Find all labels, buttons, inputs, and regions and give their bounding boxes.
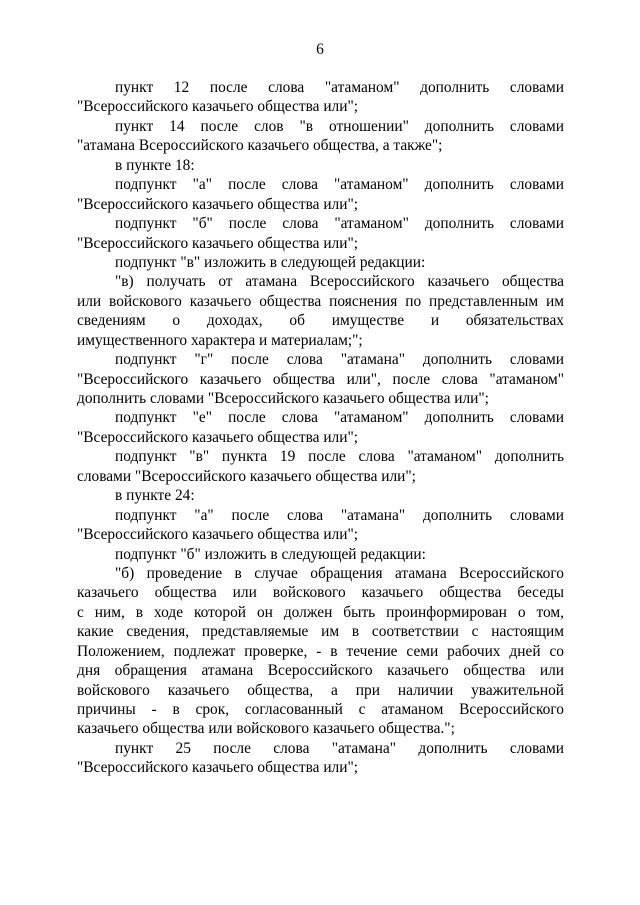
text-line: причины - в срок, согласованный с атаманом Всероссийского <box>77 701 564 718</box>
text-line: пункт 25 после слова "атамана" дополнить словами <box>115 739 564 757</box>
text-line: в пункте 18: <box>115 156 195 174</box>
text-line: дня обращения атамана Всероссийского казачьего общества или <box>77 662 564 680</box>
text-line: дополнить словами "Всероссийского казачьего общества или"; <box>77 390 489 407</box>
text-line: "Всероссийского казачьего общества или"; <box>77 526 359 544</box>
text-line: подпункт "а" после слова "атамана" дополнить словами <box>115 506 564 524</box>
text-line: или войскового казачьего общества пояснения по представленным им <box>77 292 564 310</box>
text-line: подпункт "в" изложить в следующей редакции: <box>115 253 426 271</box>
text-line: "Всероссийского казачьего общества или"; <box>77 234 359 252</box>
text-line: пункт 12 после слова "атаманом" дополнить словами <box>115 79 564 96</box>
text-line: "атамана Всероссийского казачьего общества, а также"; <box>77 137 443 155</box>
text-line: пункт 14 после слов "в отношении" дополнить словами <box>115 117 564 135</box>
text-line: "Всероссийского казачьего общества или"; <box>77 428 359 446</box>
text-line: словами "Всероссийского казачьего общества или"; <box>77 467 416 485</box>
text-line: с ним, в ходе которой он должен быть проинформирован о том, <box>77 603 564 621</box>
text-line: подпункт "б" изложить в следующей редакции: <box>115 545 426 563</box>
text-line: имущественного характера и материалам;"; <box>77 331 363 349</box>
text-line: "Всероссийского казачьего общества или", после слова "атаманом" <box>77 370 564 388</box>
text-line: подпункт "е" после слова "атаманом" дополнить словами <box>115 409 564 427</box>
text-line: подпункт "г" после слова "атамана" дополнить словами <box>115 351 564 369</box>
text-line: Положением, подлежат проверке, - в течение семи рабочих дней со <box>77 642 564 660</box>
text-line: казачьего общества или войскового казачьего общества."; <box>77 720 455 738</box>
text-line: подпункт "а" после слова "атаманом" дополнить словами <box>115 176 564 194</box>
text-line: "Всероссийского казачьего общества или"; <box>77 759 359 777</box>
text-line: какие сведения, представляемые им в соответствии с настоящим <box>77 623 564 641</box>
text-line: войскового казачьего общества, а при наличии уважительной <box>77 681 564 699</box>
text-line: подпункт "б" после слова "атаманом" дополнить словами <box>115 215 564 233</box>
page-number: 6 <box>316 41 324 58</box>
text-line: "в) получать от атамана Всероссийского казачьего общества <box>115 273 564 291</box>
text-line: в пункте 24: <box>115 487 195 505</box>
text-line: "Всероссийского казачьего общества или"; <box>77 195 359 213</box>
text-line: "б) проведение в случае обращения атамана Всероссийского <box>115 564 564 582</box>
text-line: подпункт "в" пункта 19 после слова "атаманом" дополнить <box>115 448 564 466</box>
document-body <box>77 78 564 778</box>
text-line: казачьего общества или войскового казачьего общества беседы <box>77 584 564 602</box>
text-line: сведениям о доходах, об имуществе и обязательствах <box>77 312 564 330</box>
text-line: "Всероссийского казачьего общества или"; <box>77 98 359 116</box>
